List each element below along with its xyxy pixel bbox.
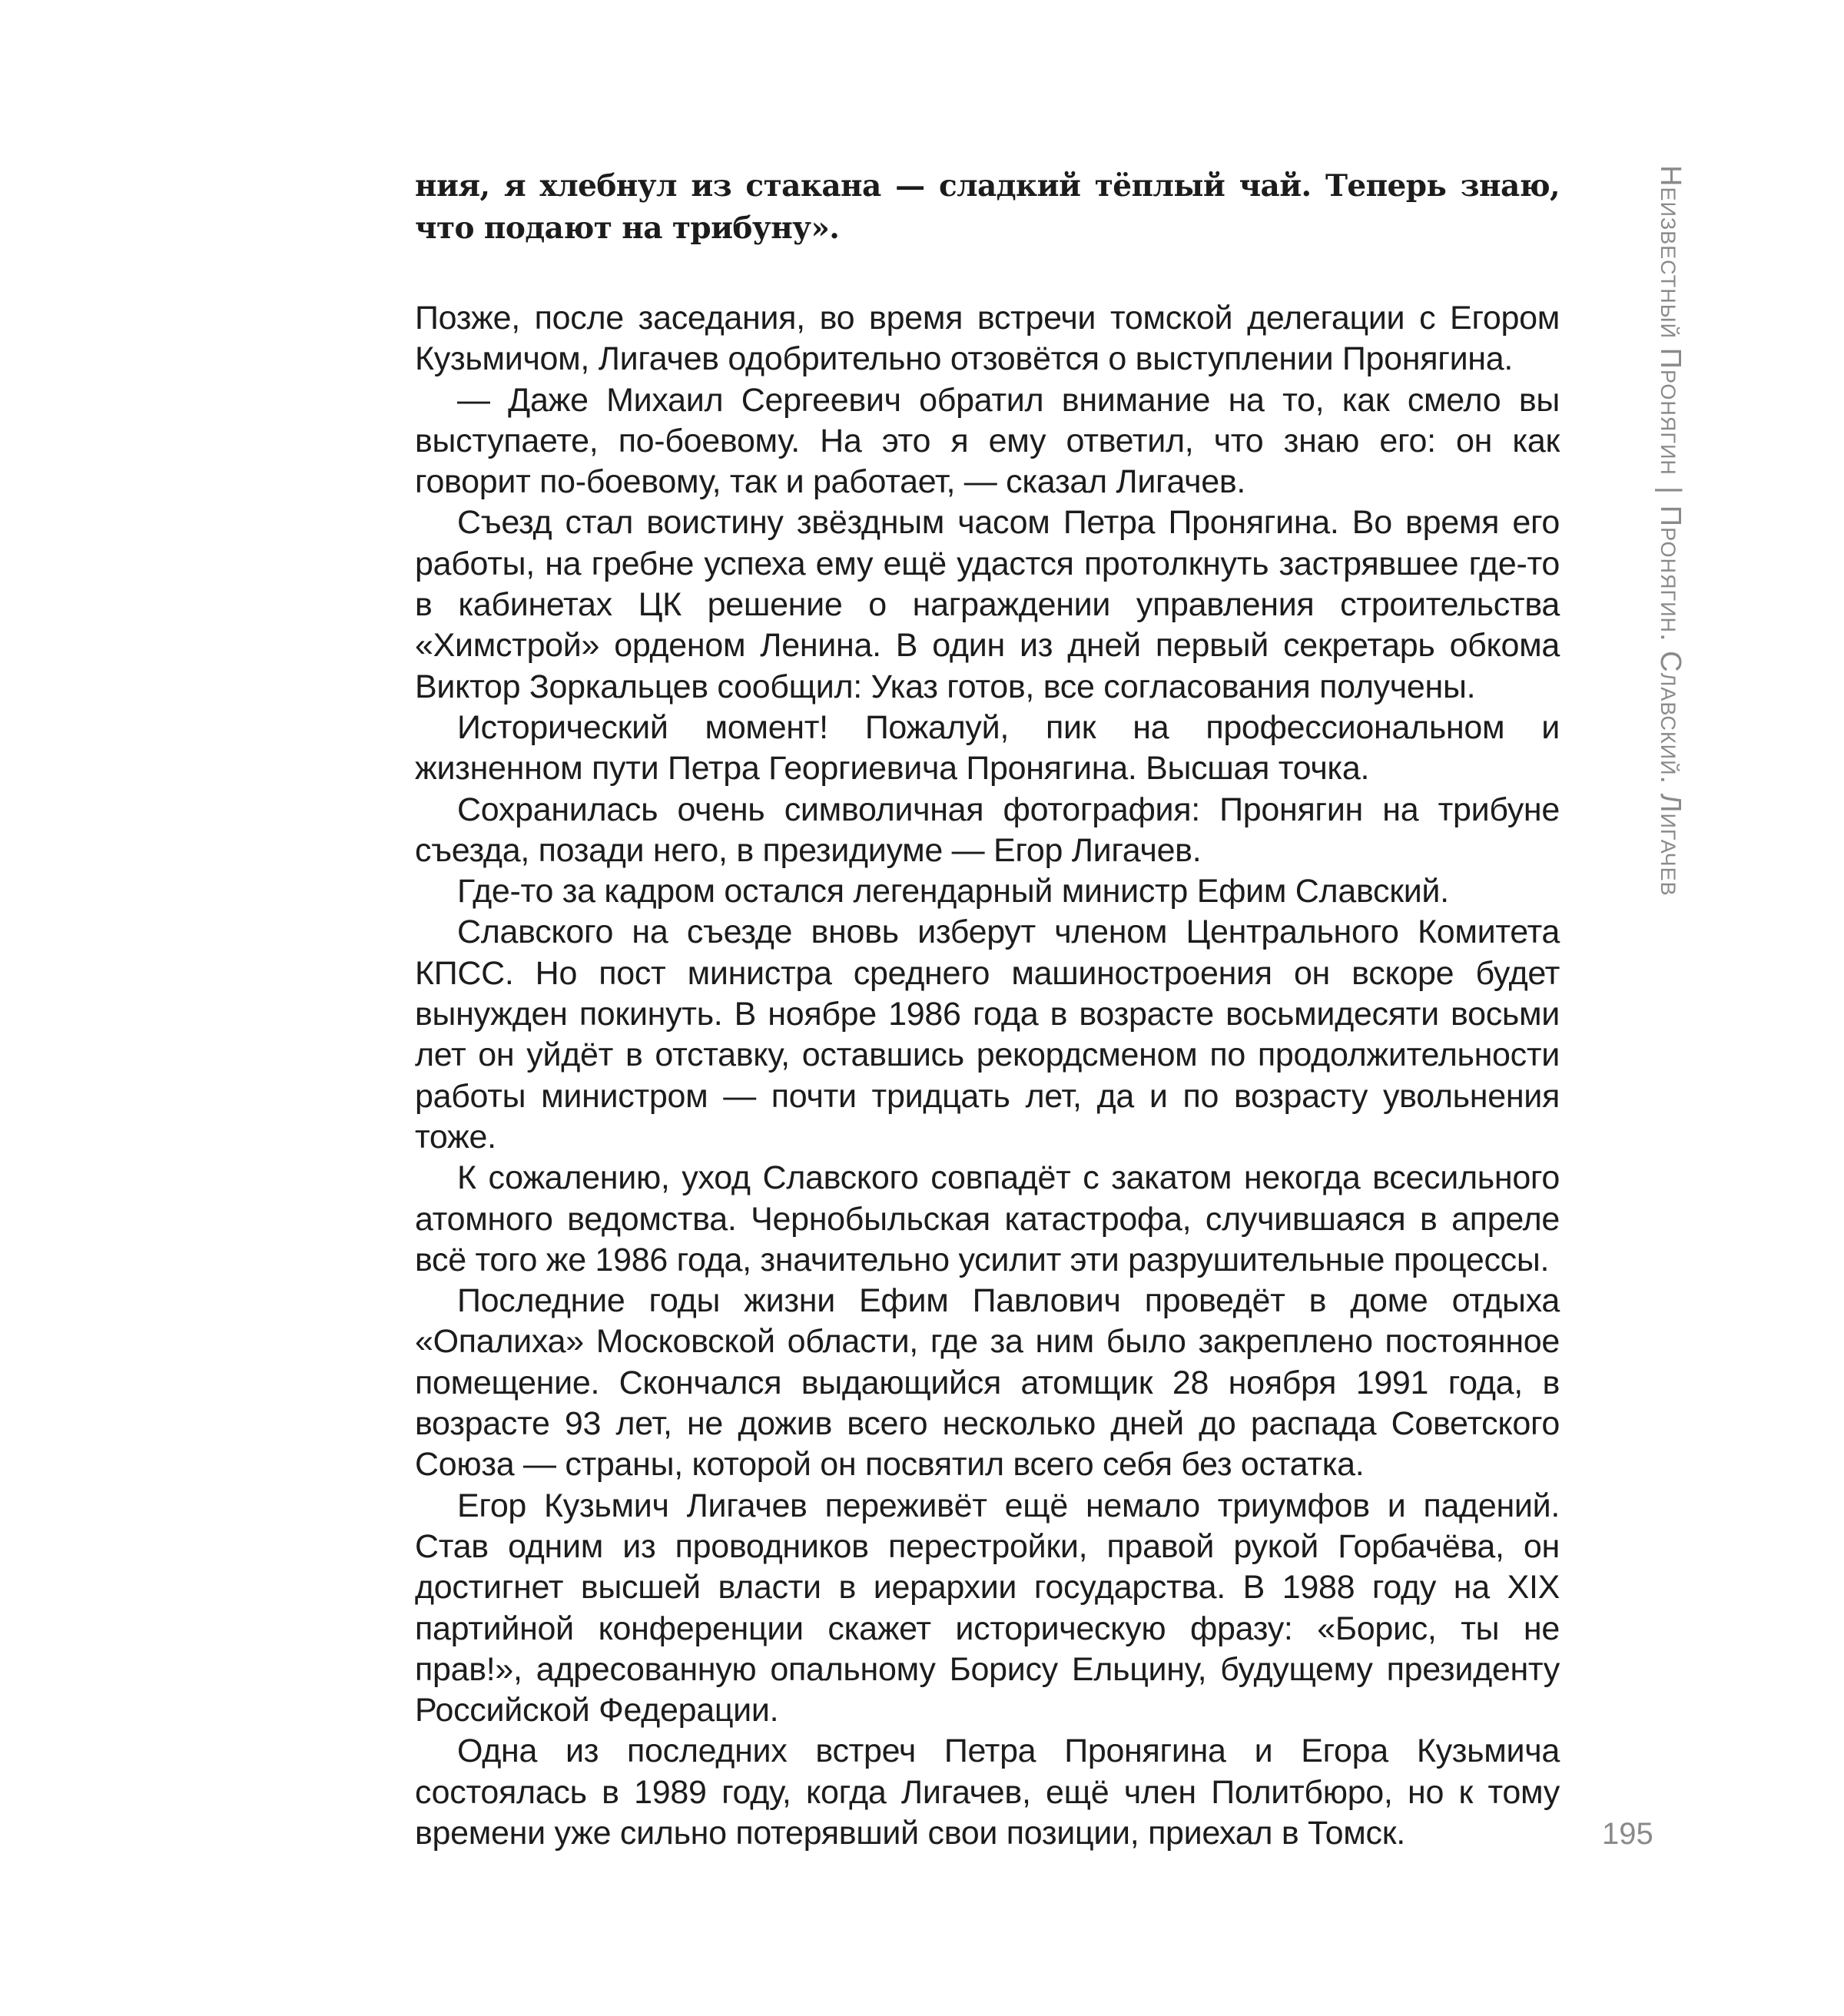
book-title: Неизвестный Пронягин (1654, 165, 1686, 476)
paragraph: Съезд стал воистину звёздным часом Петра Пронягина. Во время его работы, на гребне успеха ему ещё удастся протолкнуть застрявшее где-то в кабинетах ЦК решение о награждении управления строительства «Химстрой» орденом Ленина. В один из дней первый секретарь обкома Виктор Зоркальцев сообщил: Указ готов, все согласования получены. (415, 504, 1560, 705)
paragraph: — Даже Михаил Сергеевич обратил внимание на то, как смело вы выступаете, по-боевому. На это я ему ответил, что знаю его: он как говорит по-боевому, так и работает, — сказал Лигачев. (415, 381, 1560, 501)
paragraph: Исторический момент! Пожалуй, пик на профессиональном и жизненном пути Петра Георгиевича Пронягина. Высшая точка. (415, 708, 1560, 788)
paragraph: К сожалению, уход Славского совпадёт с закатом некогда всесильного атомного ведомства. Чернобыльская катастрофа, случившаяся в апреле всё того же 1986 года, значительно усилит эти разрушительные процессы. (415, 1159, 1560, 1278)
paragraph: Егор Кузьмич Лигачев переживёт ещё немало триумфов и падений. Став одним из проводников перестройки, правой рукой Горбачёва, он достигнет высшей власти в иерархии государства. В 1988 году на XIX партийной конференции скажет историческую фразу: «Борис, ты не прав!», адресованную опальному Борису Ельцину, будущему президенту Российской Федерации. (415, 1487, 1560, 1729)
running-head (1640, 165, 1686, 897)
paragraph: Где-то за кадром остался легендарный министр Ефим Славский. (457, 873, 1449, 910)
body-text (415, 165, 1560, 1854)
paragraph: Славского на съезде вновь изберут членом Центрального Комитета КПСС. Но пост министра среднего машиностроения он вскоре будет вынужден покинуть. В ноябре 1986 года в возрасте восьмидесяти восьми лет он уйдёт в отставку, оставшись рекордсменом по продолжительности работы министром — почти тридцать лет, да и по возрасту увольнения тоже. (415, 914, 1560, 1156)
page-number: 195 (1602, 1817, 1653, 1851)
paragraph: Сохранилась очень символичная фотография: Пронягин на трибуне съезда, позади него, в президиуме — Егор Лигачев. (415, 791, 1560, 869)
paragraph: Одна из последних встреч Петра Пронягина и Егора Кузьмича состоялась в 1989 году, когда Лигачев, ещё член Политбюро, но к тому времени уже сильно потерявший свои позиции, приехал в Томск. (415, 1732, 1560, 1852)
paragraph: Позже, после заседания, во время встречи томской делегации с Егором Кузьмичом, Лигачев одобрительно отзовётся о выступлении Пронягина. (415, 300, 1560, 378)
chapter-title: Пронягин. Славский. Лигачев (1654, 505, 1686, 897)
paragraph: Последние годы жизни Ефим Павлович проведёт в доме отдыха «Опалиха» Московской области, где за ним было закреплено постоянное помещение. Скончался выдающийся атомщик 28 ноября 1991 года, в возрасте 93 лет, не дожив всего несколько дней до распада Советского Союза — страны, которой он посвятил всего себя без остатка. (415, 1282, 1560, 1484)
quote-continuation: ния, я хлебнул из стакана — сладкий тёплый чай. Теперь знаю, что подают на трибуну». (415, 168, 1560, 246)
running-head-separator: | (1654, 486, 1686, 495)
